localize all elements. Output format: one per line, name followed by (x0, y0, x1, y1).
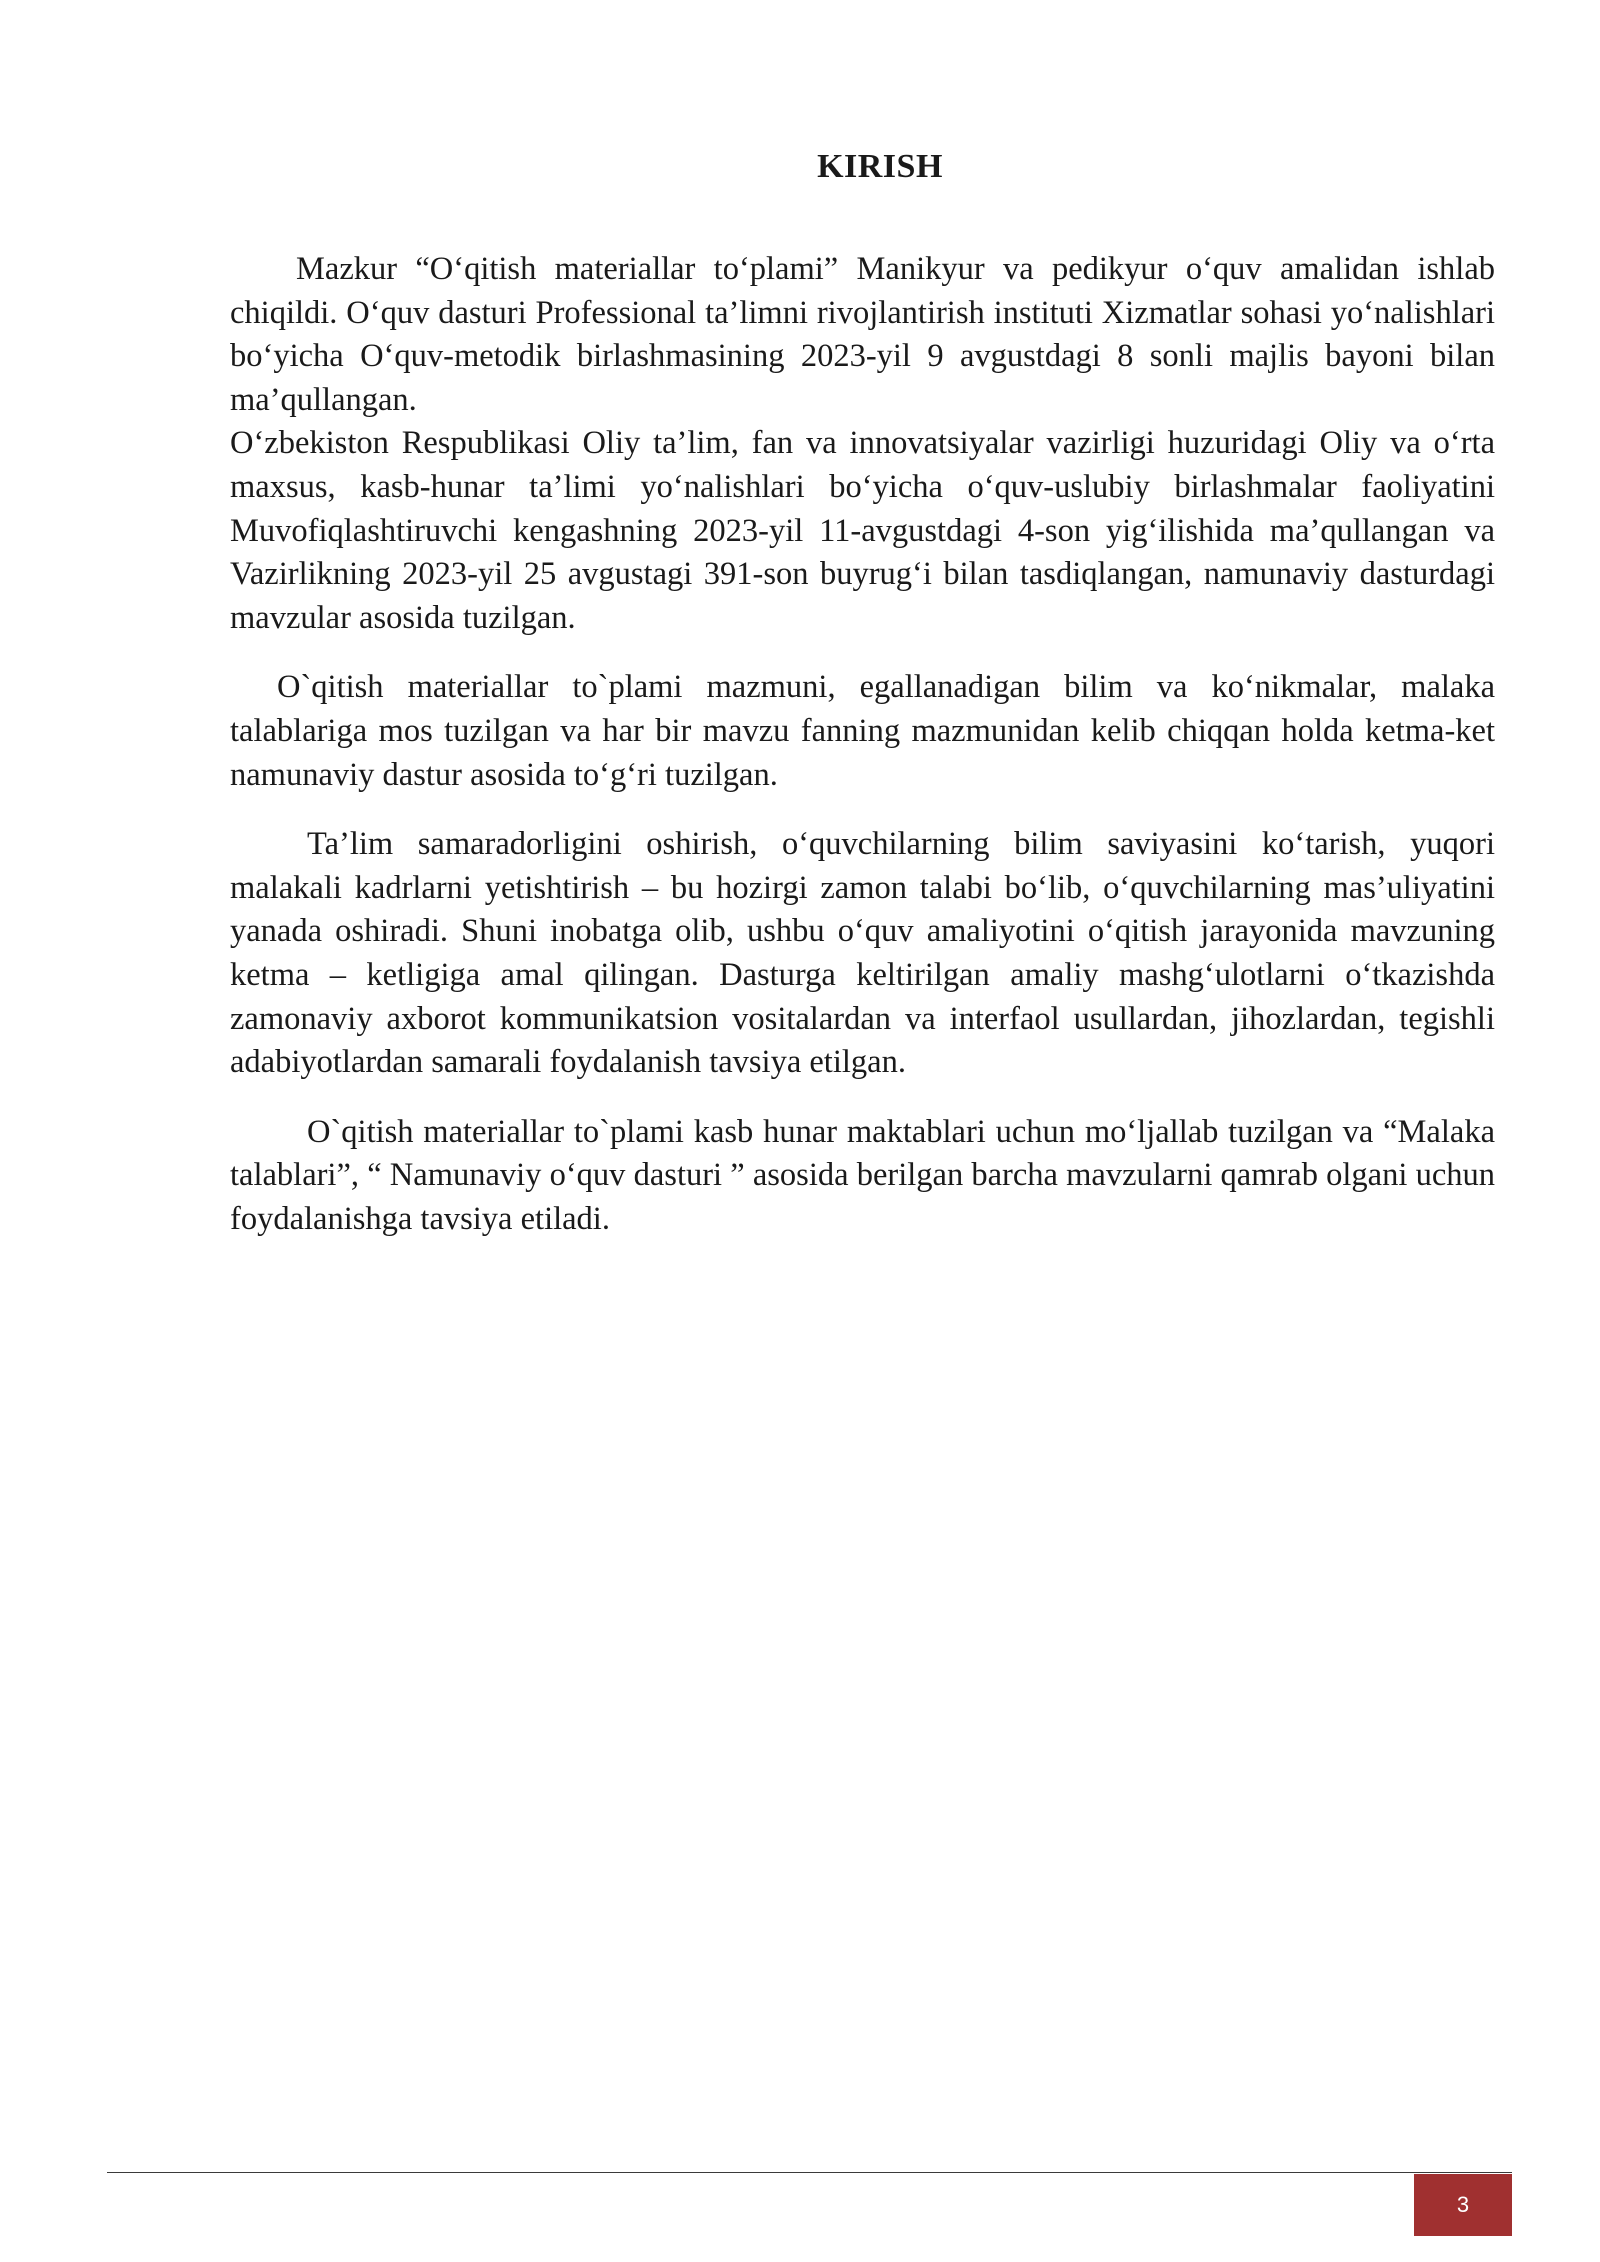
paragraph-2: O‘zbekiston Respublikasi Oliy ta’lim, fan va innovatsiyalar vazirligi huzuridagi Oliy va o‘rta maxsus, kasb-hunar ta’limi yo‘nalishlari bo‘yicha o‘quv-uslubiy birlashmalar faoliyatini Muvofiqlashtiruvchi kengashning 2023-yil 11-avgustdagi 4-son yig‘ilishida ma’qullangan va Vazirlikning 2023-yil 25 avgustagi 391-son buyrug‘i bilan tasdiqlangan, namunaviy dasturdagi mavzular asosida tuzilgan. (230, 425, 1495, 636)
page-title: KIRISH (817, 148, 943, 185)
document-body (230, 248, 1495, 1241)
page-number-badge (1414, 2174, 1512, 2236)
paragraph-3: O`qitish materiallar to`plami mazmuni, egallanadigan bilim va ko‘nikmalar, malaka talablariga mos tuzilgan va har bir mavzu fanning mazmunidan kelib chiqqan holda ketma-ket namunaviy dastur asosida to‘g‘ri tuzilgan. (230, 669, 1495, 793)
paragraph-4: Ta’lim samaradorligini oshirish, o‘quvchilarning bilim saviyasini ko‘tarish, yuqori malakali kadrlarni yetishtirish – bu hozirgi zamon talabi bo‘lib, o‘quvchilarning mas’uliyatini yanada oshiradi. Shuni inobatga olib, ushbu o‘quv amaliyotini o‘qitish jarayonida mavzuning ketma – ketligiga amal qilingan. Dasturga keltirilgan amaliy mashg‘ulotlarni o‘tkazishda zamonaviy axborot kommunikatsion vositalardan va interfaol usullardan, jihozlardan, tegishli adabiyotlardan samarali foydalanish tavsiya etilgan. (230, 826, 1495, 1081)
page-number: 3 (1456, 2192, 1470, 2217)
paragraph-5: O`qitish materiallar to`plami kasb hunar maktablari uchun mo‘ljallab tuzilgan va “Malaka talablari”, “ Namunaviy o‘quv dasturi ” asosida berilgan barcha mavzularni qamrab olgani uchun foydalanishga tavsiya etiladi. (230, 1113, 1495, 1237)
paragraph-1: Mazkur “O‘qitish materiallar to‘plami” Manikyur va pedikyur o‘quv amalidan ishlab chiqildi. O‘quv dasturi Professional ta’limni rivojlantirish instituti Xizmatlar sohasi yo‘nalishlari bo‘yicha O‘quv-metodik birlashmasining 2023-yil 9 avgustdagi 8 sonli majlis bayoni bilan ma’qullangan. (230, 251, 1495, 418)
footer-divider (107, 2172, 1512, 2173)
